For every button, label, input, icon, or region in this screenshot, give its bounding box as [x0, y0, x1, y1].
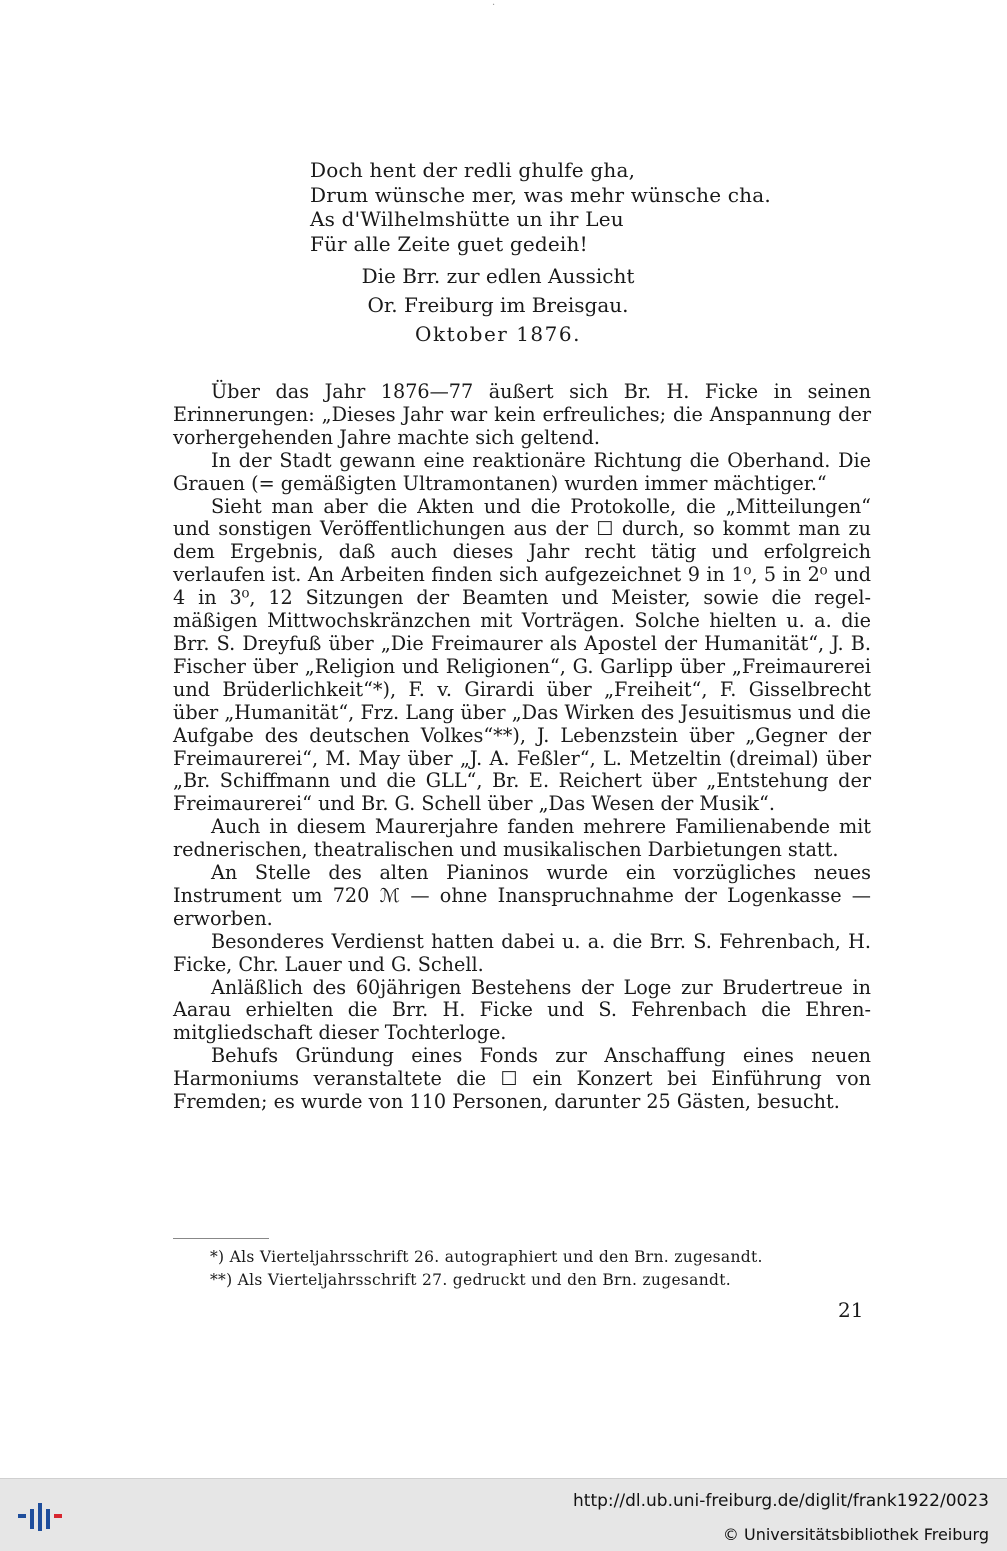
poem-line: Drum wünsche mer, was mehr wünsche cha.: [310, 182, 771, 207]
signature-line: Or. Freiburg im Breisgau.: [367, 293, 629, 317]
copyright-notice: © Universitätsbibliothek Freiburg: [722, 1525, 989, 1544]
signature-date: Oktober 1876.: [415, 322, 581, 346]
page-number: 21: [838, 1298, 864, 1322]
permalink-url[interactable]: http://dl.ub.uni-freiburg.de/diglit/frank1922/0023: [573, 1491, 989, 1511]
footnote: *) Als Vierteljahrsschrift 26. autographiert und den Brn. zugesandt.: [210, 1248, 763, 1266]
poem-line: Für alle Zeite guet gedeih!: [310, 231, 588, 256]
paragraph: An Stelle des alten Pianinos wurde ein vorzügliches neues Instrument um 720 ℳ — ohne Inanspruchnahme der Logenkasse — erworben.: [173, 861, 871, 930]
viewer-footer-bar: [0, 1478, 1007, 1551]
signature-line: Die Brr. zur edlen Aussicht: [361, 264, 635, 288]
poem-line: As d'Wilhelmshütte un ihr Leu: [310, 207, 624, 231]
poem-block: [310, 158, 830, 256]
paragraph: Auch in diesem Maurerjahre fanden mehrere Familienabende mit rednerischen, theatralischen und musikalischen Darbietungen statt.: [173, 815, 871, 862]
paragraph: Über das Jahr 1876—77 äußert sich Br. H. Ficke in seinen Erinnerungen: „Dieses Jahr war kein erfreuliches; die Anspannung der vorhergehenden Jahre machte sich geltend.: [173, 380, 871, 449]
paragraph: Anläßlich des 60jährigen Bestehens der Loge zur Brudertreue in Aarau erhielten die Brr. H. Ficke und S. Fehrenbach die Ehrenmitgliedschaft dieser Tochterloge.: [173, 975, 871, 1045]
footnotes: [210, 1246, 860, 1292]
paragraph: In der Stadt gewann eine reaktionäre Richtung die Oberhand. Die Grauen (= gemäßigten Ultramontanen) wurden immer mächtiger.“: [173, 448, 871, 495]
poem-line: Doch hent der redli ghulfe gha,: [310, 158, 636, 182]
paragraph: Behufs Gründung eines Fonds zur Anschaffung eines neuen Harmoniums veranstaltete die ☐ ein Konzert bei Einführung von Fremden; es wurde von 110 Personen, darunter 25 Gästen, besucht.: [173, 1044, 871, 1114]
top-mark: ·: [492, 0, 496, 11]
footnote: **) Als Vierteljahrsschrift 27. gedruckt und den Brn. zugesandt.: [210, 1271, 731, 1289]
paragraph: Sieht man aber die Akten und die Protokolle, die „Mitteilungen“ und sonstigen Veröffentlichungen aus der ☐ durch, so kommt man zu dem Ergebnis, daß auch dieses Jahr recht tätig und erfolgreich verlaufen ist. An Arbeiten finden sich aufgezeichnet 9 in 1⁰, 5 in 2⁰ und 4 in 3⁰, 12 Sitzungen der Beamten und Meister, sowie die regelmäßigen Mittwochskränzchen mit Vorträgen. Solche hielten u. a. die Brr. S. Dreyfuß über „Die Freimaurer als Apostel der Humanität“, J. B. Fischer über „Religion und Religionen“, G. Garlipp über „Freimaurerei und Brüderlichkeit“*), F. v. Girardi über „Freiheit“, F. Gisselbrecht über „Humanität“, Frz. Lang über „Das Wirken des Jesuitismus und die Aufgabe des deutschen Volkes“**), J. Lebenzstein über „Gegner der Freimaurerei“, M. May über „J. A. Feßler“, L. Metzeltin (dreimal) über „Br. Schiffmann und die GLL“, Br. E. Reichert über „Entstehung der Freimaurerei“ und Br. G. Schell über „Das Wesen der Musik“.: [173, 494, 871, 816]
body-text: [173, 381, 871, 1114]
paragraph: Besonderes Verdienst hatten dabei u. a. die Brr. S. Fehrenbach, H. Ficke, Chr. Lauer und G. Schell.: [173, 929, 871, 976]
ub-freiburg-logo-icon[interactable]: [16, 1499, 66, 1533]
signature-block: [310, 262, 686, 349]
footnote-rule: [173, 1238, 269, 1239]
